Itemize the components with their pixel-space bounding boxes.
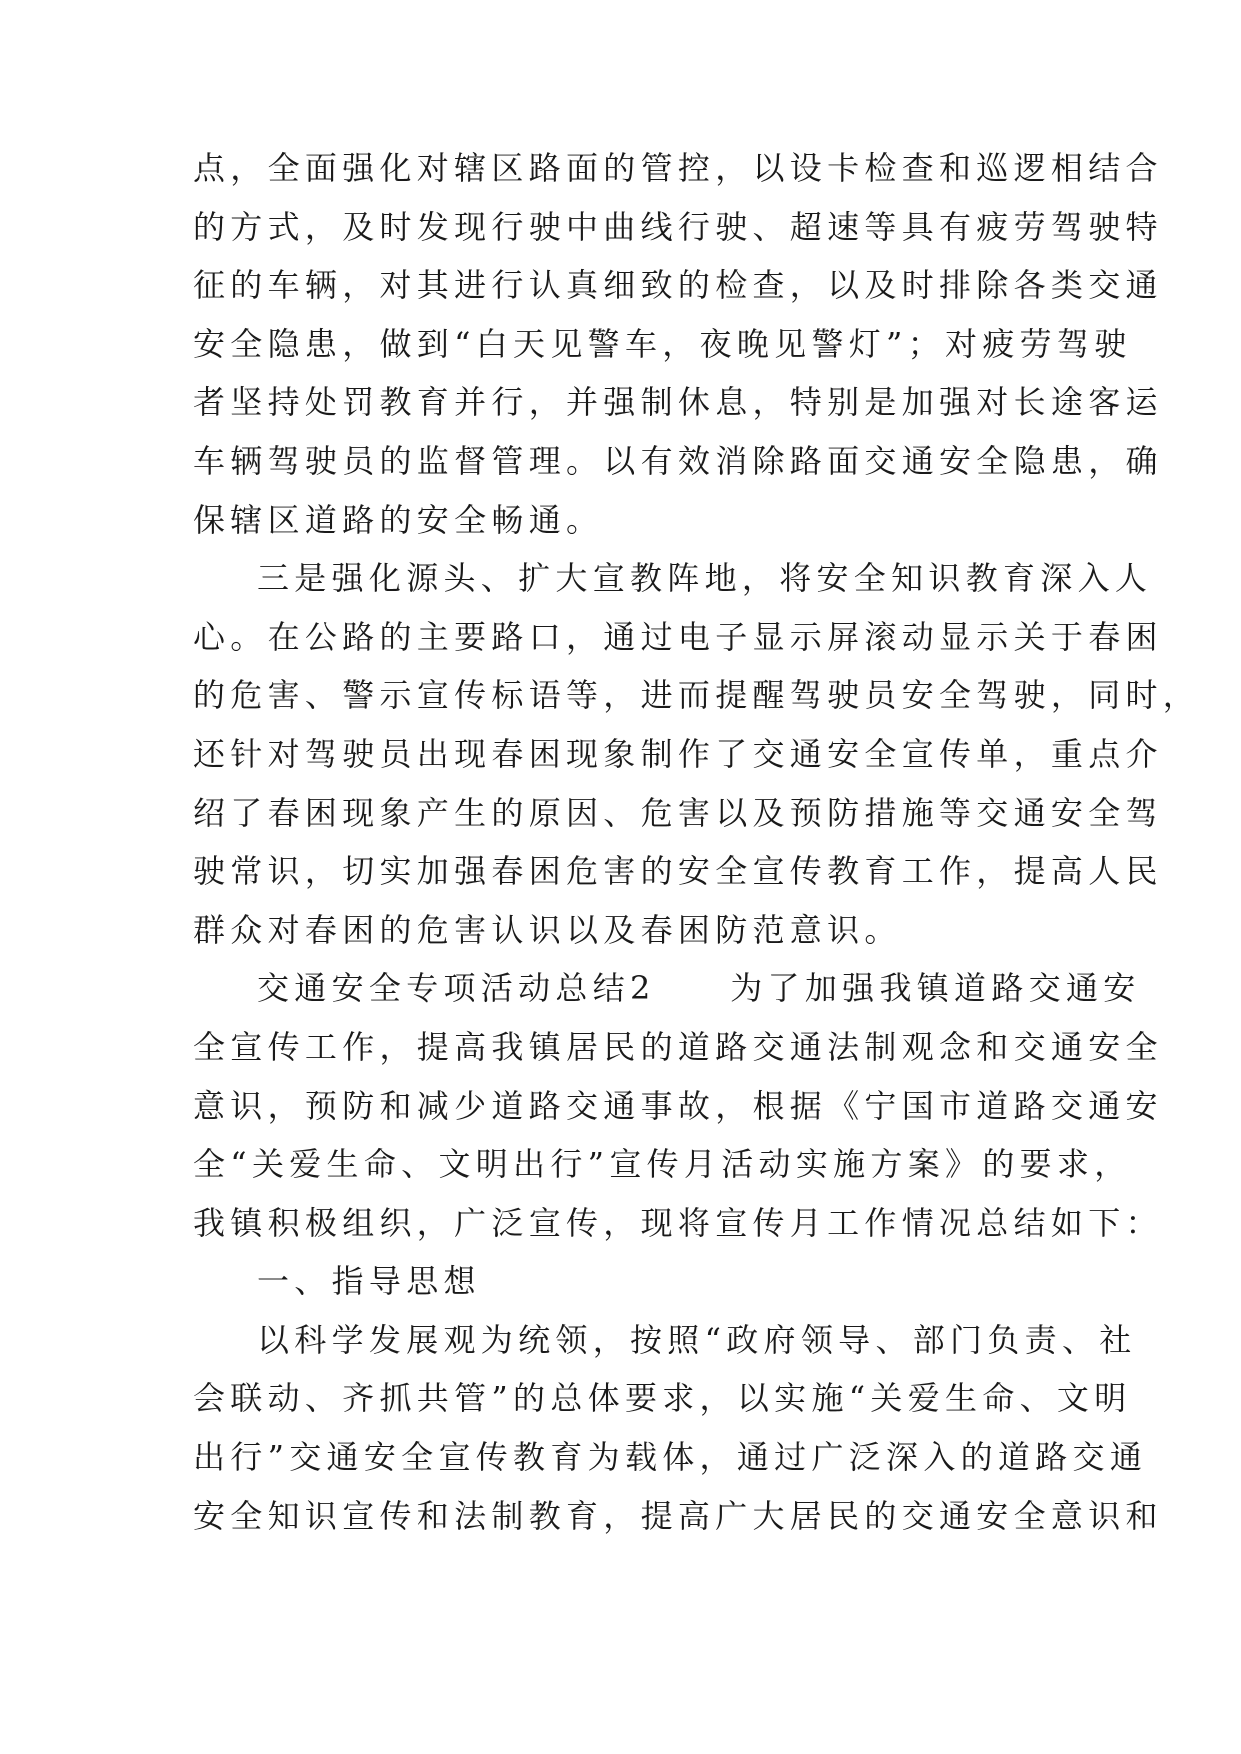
text-line: 保辖区道路的安全畅通。: [193, 500, 604, 539]
text-line: 心。在公路的主要路口，通过电子显示屏滚动显示关于春困: [193, 617, 1163, 656]
body-text: [193, 139, 1201, 1545]
text-line: 者坚持处罚教育并行，并强制休息，特别是加强对长途客运: [193, 383, 1163, 422]
text-line: 会联动、齐抓共管”的总体要求，以实施“关爱生命、文明: [193, 1379, 1132, 1418]
text-line: 征的车辆，对其进行认真细致的检查，以及时排除各类交通: [193, 266, 1163, 305]
section-title-line: 交通安全专项活动总结2 为了加强我镇道路交通安: [257, 969, 1141, 1008]
text-line: 绍了春困现象产生的原因、危害以及预防措施等交通安全驾: [193, 793, 1163, 832]
text-line: 出行”交通安全宣传教育为载体，通过广泛深入的道路交通: [193, 1438, 1148, 1477]
text-line: 群众对春困的危害认识以及春困防范意识。: [193, 910, 902, 949]
paragraph-start-line: 以科学发展观为统领，按照“政府领导、部门负责、社: [257, 1320, 1137, 1359]
text-line: 还针对驾驶员出现春困现象制作了交通安全宣传单，重点介: [193, 734, 1163, 773]
text-line: 意识，预防和减少道路交通事故，根据《宁国市道路交通安: [193, 1086, 1163, 1125]
text-line: 安全隐患，做到“白天见警车，夜晚见警灯”；对疲劳驾驶: [193, 324, 1132, 363]
text-line: 驶常识，切实加强春困危害的安全宣传教育工作，提高人民: [193, 852, 1163, 891]
text-line: 全宣传工作，提高我镇居民的道路交通法制观念和交通安全: [193, 1027, 1163, 1066]
text-line: 安全知识宣传和法制教育，提高广大居民的交通安全意识和: [193, 1496, 1163, 1535]
text-line: 点，全面强化对辖区路面的管控，以设卡检查和巡逻相结合: [193, 149, 1163, 187]
text-line: 的方式，及时发现行驶中曲线行驶、超速等具有疲劳驾驶特: [193, 207, 1163, 246]
text-line: 车辆驾驶员的监督管理。以有效消除路面交通安全隐患，确: [193, 441, 1163, 480]
heading-line: 一、指导思想: [257, 1262, 481, 1301]
paragraph-start-line: 三是强化源头、扩大宣教阵地，将安全知识教育深入人: [257, 559, 1153, 598]
text-line: 全“关爱生命、文明出行”宣传月活动实施方案》的要求，: [193, 1145, 1132, 1184]
text-line: 的危害、警示宣传标语等，进而提醒驾驶员安全驾驶，同时，: [193, 676, 1201, 715]
text-line: 我镇积极组织，广泛宣传，现将宣传月工作情况总结如下：: [193, 1203, 1163, 1242]
